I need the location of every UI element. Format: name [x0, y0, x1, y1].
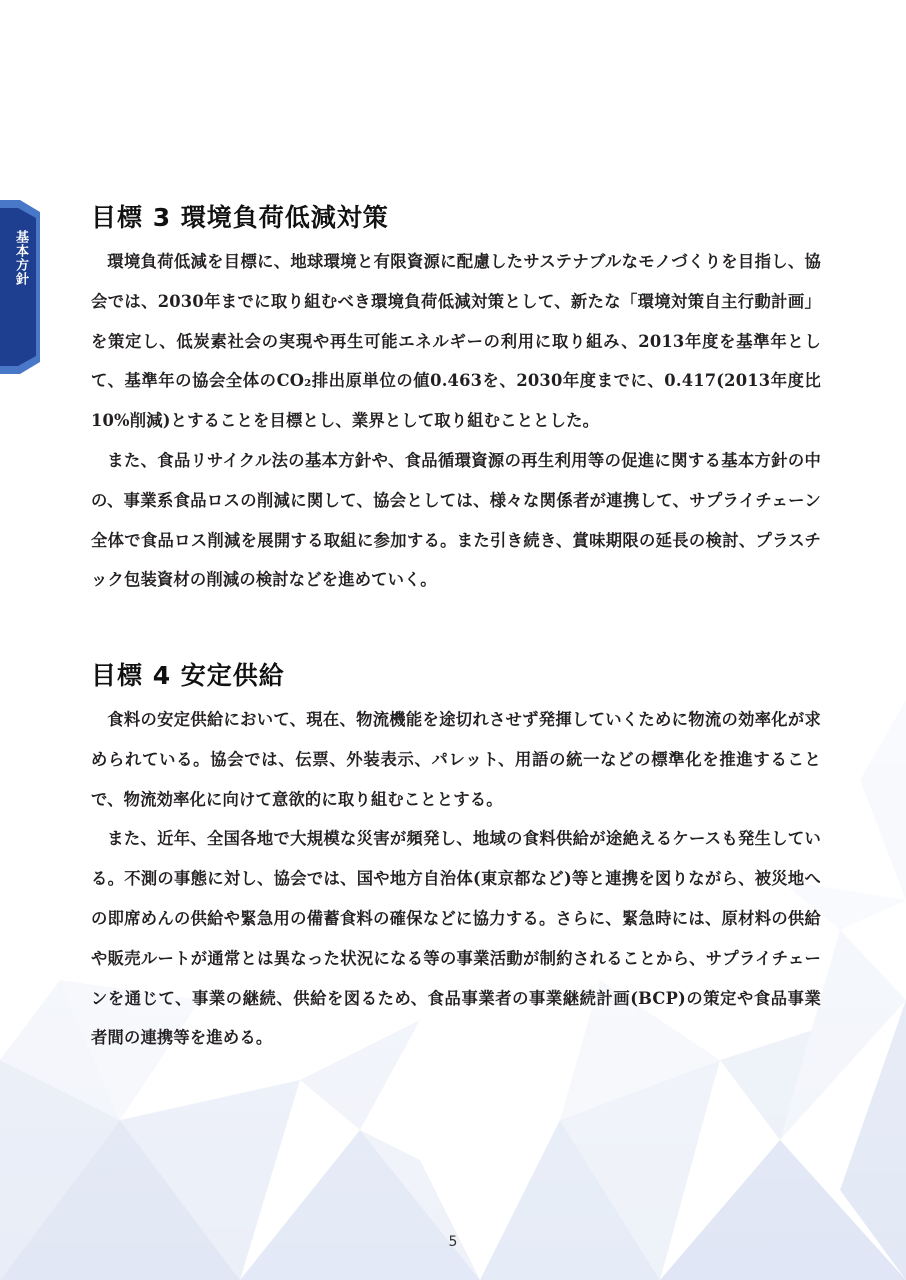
section-goal-3: [91, 200, 821, 600]
section-goal-4: [91, 658, 821, 1058]
paragraph: また、食品リサイクル法の基本方針や、食品循環資源の再生利用等の促進に関する基本方針の中の、事業系食品ロスの削減に関して、協会としては、様々な関係者が連携して、サプライチェーン全体で食品ロス削減を展開する取組に参加する。また引き続き、賞味期限の延長の検討、プラスチック包装資材の削減の検討などを進めていく。: [91, 450, 821, 590]
paragraph: 環境負荷低減を目標に、地球環境と有限資源に配慮したサステナブルなモノづくりを目指し、協会では、2030年までに取り組むべき環境負荷低減対策として、新たな「環境対策自主行動計画」を策定し、低炭素社会の実現や再生可能エネルギーの利用に取り組み、2013年度を基準年として、基準年の協会全体のCO₂排出原単位の値0.463を、2030年度までに、0.417(2013年度比10%削減)とすることを目標とし、業界として取り組むこととした。: [91, 252, 821, 431]
page-number: 5: [448, 1234, 458, 1250]
side-tab: [0, 200, 40, 374]
side-tab-shape: [0, 200, 40, 374]
paragraph: また、近年、全国各地で大規模な災害が頻発し、地域の食料供給が途絶えるケースも発生している。不測の事態に対し、協会では、国や地方自治体(東京都など)等と連携を図りながら、被災地への即席めんの供給や緊急用の備蓄食料の確保などに協力する。さらに、緊急時には、原材料の供給や販売ルートが通常とは異なった状況になる等の事業活動が制約されることから、サプライチェーンを通じて、事業の継続、供給を図るため、食品事業者の事業継続計画(BCP)の策定や食品事業者間の連携等を進める。: [91, 829, 821, 1048]
section-title: 目標 3 環境負荷低減対策: [91, 203, 389, 232]
paragraph: 食料の安定供給において、現在、物流機能を途切れさせず発揮していくために物流の効率化が求められている。協会では、伝票、外装表示、パレット、用語の統一などの標準化を推進することで、物流効率化に向けて意欲的に取り組むこととする。: [91, 710, 821, 809]
section-title: 目標 4 安定供給: [91, 661, 285, 690]
side-tab-label: 基本方針: [13, 230, 28, 286]
